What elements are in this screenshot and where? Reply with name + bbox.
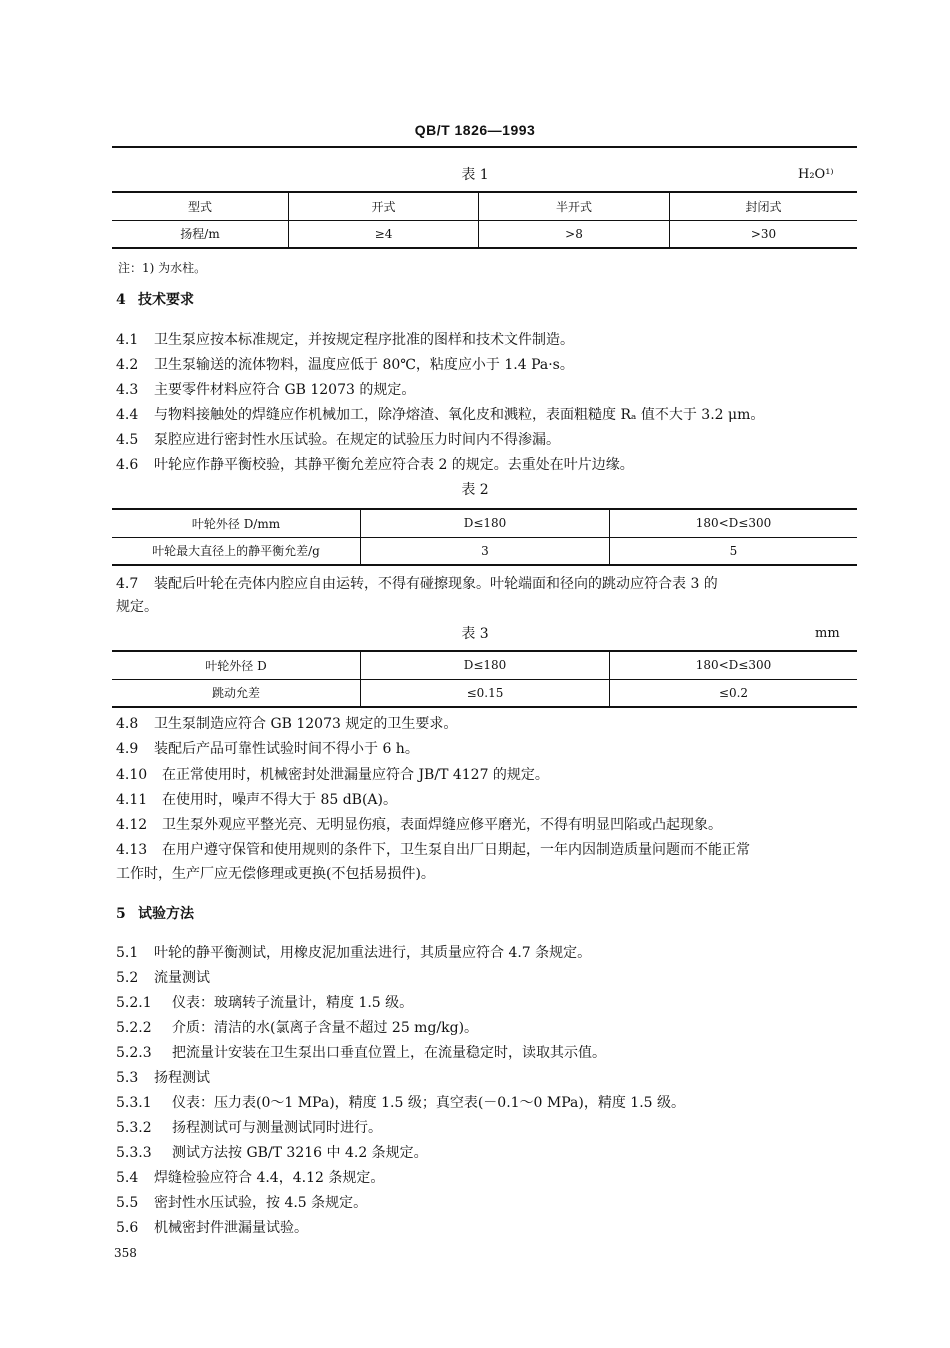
table1-note: 注：1) 为水柱。 [118, 261, 207, 275]
clause-text: 卫生泵应按本标准规定，并按规定程序批准的图样和技术文件制造。 [154, 332, 574, 348]
section-title: 技术要求 [138, 292, 194, 308]
table-cell: 叶轮外径 D [112, 651, 361, 679]
table-cell: D≤180 [361, 651, 610, 679]
clause-text: 在使用时，噪声不得大于 85 dB(A)。 [162, 792, 397, 808]
table-row [112, 651, 857, 679]
clause-number: 4.1 [116, 332, 139, 348]
table-cell: >30 [670, 220, 858, 248]
clause-text: 叶轮的静平衡测试，用橡皮泥加重法进行，其质量应符合 4.7 条规定。 [154, 945, 592, 961]
clause-number: 4.7 [116, 576, 139, 592]
table-row [112, 679, 857, 707]
clause-number: 4.2 [116, 357, 139, 373]
table2 [112, 508, 857, 566]
clause-text: 仪表：玻璃转子流量计，精度 1.5 级。 [172, 995, 414, 1011]
table-row [112, 192, 857, 220]
clause-number: 5.5 [116, 1195, 139, 1211]
clause-text: 装配后产品可靠性试验时间不得小于 6 h。 [154, 741, 419, 757]
clause-4-7 [116, 574, 861, 594]
clause-number: 5.3.2 [116, 1120, 152, 1136]
clause-number: 5.6 [116, 1220, 139, 1236]
table-cell: 开式 [289, 192, 479, 220]
clause-number: 5.4 [116, 1170, 139, 1186]
clause-text: 卫生泵外观应平整光亮、无明显伤痕，表面焊缝应修平磨光，不得有明显凹陷或凸起现象。 [162, 817, 722, 833]
clause-text: 仪表：压力表(0～1 MPa)，精度 1.5 级；真空表(－0.1～0 MPa)，精度 1.5 级。 [172, 1095, 686, 1111]
clause-text: 叶轮应作静平衡校验，其静平衡允差应符合表 2 的规定。去重处在叶片边缘。 [154, 457, 634, 473]
clause-text: 在正常使用时，机械密封处泄漏量应符合 JB/T 4127 的规定。 [162, 767, 549, 783]
clause-number: 4.9 [116, 741, 139, 757]
clause-number: 5.1 [116, 945, 139, 961]
table-cell: ≥4 [289, 220, 479, 248]
clause-text: 与物料接触处的焊缝应作机械加工，除净熔渣、氧化皮和溅粒，表面粗糙度 Rₐ 值不大于 3.2 μm。 [154, 407, 765, 423]
table-cell: >8 [479, 220, 670, 248]
clause-text: 介质：清洁的水(氯离子含量不超过 25 mg/kg)。 [172, 1020, 479, 1036]
table2-caption: 表 2 [461, 482, 489, 498]
clause-5-3-1 [116, 1093, 861, 1113]
clause-text: 流量测试 [154, 970, 210, 986]
clause-number: 5.2.2 [116, 1020, 152, 1036]
table3-unit: mm [815, 626, 840, 641]
clause-5-2-1 [116, 993, 861, 1013]
clause-5-3-3 [116, 1143, 861, 1163]
clause-number: 5.2 [116, 970, 139, 986]
clause-number: 5.3 [116, 1070, 139, 1086]
table-cell: 5 [610, 537, 858, 565]
table-row [112, 509, 857, 537]
clause-number: 4.6 [116, 457, 139, 473]
clause-text: 密封性水压试验，按 4.5 条规定。 [154, 1195, 368, 1211]
clause-number: 4.11 [116, 792, 148, 808]
clause-number: 5.2.1 [116, 995, 152, 1011]
table-cell: ≤0.15 [361, 679, 610, 707]
clause-number: 4.13 [116, 842, 148, 858]
table-row [112, 220, 857, 248]
clause-number: 5.3.1 [116, 1095, 152, 1111]
clause-text: 卫生泵输送的流体物料，温度应低于 80℃，粘度应小于 1.4 Pa·s。 [154, 357, 574, 373]
clause-4-8 [116, 714, 861, 734]
clause-text: 把流量计安装在卫生泵出口垂直位置上，在流量稳定时，读取其示值。 [172, 1045, 606, 1061]
table-row [112, 537, 857, 565]
table-cell: 叶轮外径 D/mm [112, 509, 361, 537]
clause-text: 焊缝检验应符合 4.4，4.12 条规定。 [154, 1170, 385, 1186]
clause-4-12 [116, 815, 861, 835]
clause-5-1 [116, 943, 861, 963]
document-header: QB/T 1826—1993 [414, 122, 536, 138]
clause-4-3 [116, 380, 861, 400]
clause-4-11 [116, 790, 861, 810]
clause-4-9 [116, 739, 861, 759]
clause-4-10 [116, 765, 861, 785]
header-rule [112, 146, 857, 148]
clause-4-4 [116, 405, 861, 425]
table1 [112, 191, 857, 249]
clause-4-7-cont: 规定。 [116, 599, 158, 615]
clause-5-3 [116, 1068, 861, 1088]
clause-5-6 [116, 1218, 861, 1238]
clause-text: 扬程测试 [154, 1070, 210, 1086]
table-cell: 扬程/m [112, 220, 289, 248]
clause-number: 5.2.3 [116, 1045, 152, 1061]
table-cell: 180<D≤300 [610, 509, 858, 537]
section-title: 试验方法 [138, 906, 194, 922]
table-cell: 180<D≤300 [610, 651, 858, 679]
clause-5-2 [116, 968, 861, 988]
clause-4-6 [116, 455, 861, 475]
clause-4-2 [116, 355, 861, 375]
clause-text: 卫生泵制造应符合 GB 12073 规定的卫生要求。 [154, 716, 458, 732]
section-number: 5 [116, 906, 126, 922]
clause-number: 4.8 [116, 716, 139, 732]
section4-heading [116, 290, 861, 310]
clause-4-13-cont: 工作时，生产厂应无偿修理或更换(不包括易损件)。 [116, 866, 435, 882]
table-cell: 叶轮最大直径上的静平衡允差/g [112, 537, 361, 565]
clause-number: 4.10 [116, 767, 148, 783]
clause-4-1 [116, 330, 861, 350]
clause-number: 4.12 [116, 817, 148, 833]
clause-number: 4.5 [116, 432, 139, 448]
clause-number: 4.4 [116, 407, 139, 423]
clause-4-13 [116, 840, 861, 860]
clause-5-2-3 [116, 1043, 861, 1063]
clause-number: 5.3.3 [116, 1145, 152, 1161]
table1-unit: H₂O¹⁾ [798, 167, 834, 182]
clause-text: 主要零件材料应符合 GB 12073 的规定。 [154, 382, 416, 398]
table-cell: 跳动允差 [112, 679, 361, 707]
table3 [112, 650, 857, 708]
clause-4-5 [116, 430, 861, 450]
page-number: 358 [114, 1246, 137, 1260]
section-number: 4 [116, 292, 126, 308]
table-cell: 半开式 [479, 192, 670, 220]
table-cell: 3 [361, 537, 610, 565]
clause-text: 机械密封件泄漏量试验。 [154, 1220, 308, 1236]
clause-text: 装配后叶轮在壳体内腔应自由运转，不得有碰擦现象。叶轮端面和径向的跳动应符合表 3 的 [154, 576, 718, 592]
clause-text: 泵腔应进行密封性水压试验。在规定的试验压力时间内不得渗漏。 [154, 432, 560, 448]
table-cell: ≤0.2 [610, 679, 858, 707]
clause-text: 测试方法按 GB/T 3216 中 4.2 条规定。 [172, 1145, 428, 1161]
table-cell: 型式 [112, 192, 289, 220]
section5-heading [116, 904, 861, 924]
clause-5-4 [116, 1168, 861, 1188]
table-cell: 封闭式 [670, 192, 858, 220]
clause-text: 在用户遵守保管和使用规则的条件下，卫生泵自出厂日期起，一年内因制造质量问题而不能正常 [162, 842, 750, 858]
clause-number: 4.3 [116, 382, 139, 398]
clause-5-2-2 [116, 1018, 861, 1038]
table3-caption: 表 3 [461, 626, 489, 642]
table1-caption: 表 1 [461, 167, 489, 183]
clause-5-5 [116, 1193, 861, 1213]
clause-text: 扬程测试可与测量测试同时进行。 [172, 1120, 382, 1136]
clause-5-3-2 [116, 1118, 861, 1138]
table-cell: D≤180 [361, 509, 610, 537]
